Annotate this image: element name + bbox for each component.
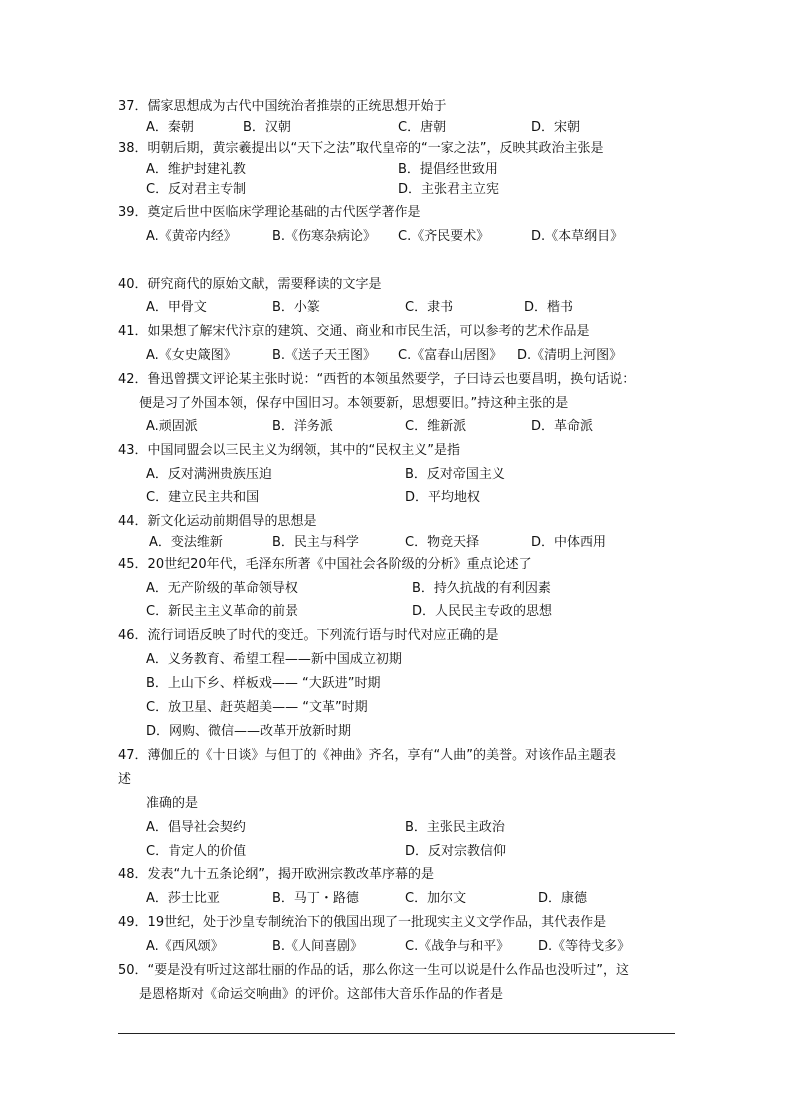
question-44-option-d: D．中体西用 [531,535,607,550]
question-49-option-a: A.《西风颂》 [146,939,224,954]
question-40-stem: 40．研究商代的原始文献，需要释读的文字是 [118,277,382,292]
question-49-option-c: C.《战争与和平》 [405,939,510,954]
question-47-option-d: D．反对宗教信仰 [405,844,507,859]
question-44-option-b: B．民主与科学 [272,535,359,550]
question-42-option-c: C．维新派 [405,419,467,434]
question-39-option-c: C.《齐民要术》 [398,229,490,244]
question-43-option-a: A．反对满洲贵族压迫 [146,467,272,482]
question-40-option-b: B．小篆 [272,300,320,315]
question-37-option-c: C．唐朝 [398,120,447,135]
question-42-option-d: D．革命派 [531,419,594,434]
question-39-option-d: D.《本草纲目》 [531,229,624,244]
question-44-option-a: A．变法维新 [149,535,223,550]
question-37-option-d: D．宋朝 [531,120,581,135]
question-48-option-a: A．莎士比亚 [146,891,220,906]
question-43-stem: 43．中国同盟会以三民主义为纲领，其中的“民权主义”是指 [118,443,461,458]
question-50-stem: 50．“要是没有听过这部壮丽的作品的话，那么你这一生可以说是什么作品也没听过”，这 [118,963,630,978]
question-46-option-a: A．义务教育、希望工程——新中国成立初期 [146,652,402,667]
question-40-option-a: A．甲骨文 [146,300,207,315]
question-46-option-b: B．上山下乡、样板戏—— “大跃进”时期 [146,676,381,691]
question-44-stem: 44．新文化运动前期倡导的思想是 [118,514,317,529]
question-38-option-a: A．维护封建礼教 [146,162,246,177]
question-41-option-a: A.《女史箴图》 [146,348,237,363]
question-41-option-d: D.《清明上河图》 [517,348,623,363]
question-37-stem: 37．儒家思想成为古代中国统治者推崇的正统思想开始于 [118,99,447,114]
question-49-stem: 49．19世纪，处于沙皇专制统治下的俄国出现了一批现实主义文学作品，其代表作是 [118,915,607,930]
question-45-option-b: B．持久抗战的有利因素 [412,581,551,596]
question-49-option-d: D.《等待戈多》 [538,939,631,954]
question-45-stem: 45．20世纪20年代，毛泽东所著《中国社会各阶级的分析》重点论述了 [118,557,532,572]
question-46-stem: 46．流行词语反映了时代的变迁。下列流行语与时代对应正确的是 [118,628,499,643]
question-47-option-a: A．倡导社会契约 [146,820,246,835]
question-42-option-b: B．洋务派 [272,419,333,434]
question-39-option-b: B.《伤寒杂病论》 [272,229,377,244]
question-39-stem: 39．奠定后世中医临床学理论基础的古代医学著作是 [118,205,421,220]
question-40-option-d: D．楷书 [524,300,574,315]
question-42-option-a: A.顽固派 [146,419,198,434]
question-45-option-a: A．无产阶级的革命领导权 [146,581,298,596]
question-47-option-c: C．肯定人的价值 [146,844,247,859]
question-38-option-c: C．反对君主专制 [146,182,247,197]
question-50-stem-continued: 是恩格斯对《命运交响曲》的评价。这部伟大音乐作品的作者是 [139,987,504,1002]
question-41-stem: 41．如果想了解宋代汴京的建筑、交通、商业和市民生活，可以参考的艺术作品是 [118,324,590,339]
question-45-option-d: D．人民民主专政的思想 [412,604,553,619]
question-41-option-b: B.《送子天王图》 [272,348,377,363]
question-48-option-b: B．马丁・路德 [272,891,359,906]
question-42-stem: 42．鲁迅曾撰文评论某主张时说：“西哲的本领虽然要学，子曰诗云也要昌明，换句话说： [118,372,636,387]
question-48-option-d: D．康德 [538,891,588,906]
question-48-stem: 48．发表“九十五条论纲”，揭开欧洲宗教改革序幕的是 [118,867,435,882]
question-43-option-d: D．平均地权 [405,490,481,505]
question-47-stem: 47．薄伽丘的《十日谈》与但丁的《神曲》齐名，享有“人曲”的美誉。对该作品主题表 [118,748,617,763]
question-41-option-c: C.《富春山居图》 [398,348,503,363]
question-38-option-b: B．提倡经世致用 [398,162,498,177]
question-38-option-d: D．主张君主立宪 [398,182,500,197]
question-47-option-b: B．主张民主政治 [405,820,505,835]
question-48-option-c: C．加尔文 [405,891,467,906]
question-43-option-b: B．反对帝国主义 [405,467,505,482]
question-43-option-c: C．建立民主共和国 [146,490,260,505]
question-40-option-c: C．隶书 [405,300,454,315]
question-44-option-c: C．物竞天择 [405,535,480,550]
question-49-option-b: B.《人间喜剧》 [272,939,364,954]
question-37-option-b: B．汉朝 [243,120,291,135]
question-37-option-a: A．秦朝 [146,120,194,135]
question-42-stem-continued: 便是习了外国本领，保存中国旧习。本领要新，思想要旧。”持这种主张的是 [139,396,569,411]
question-46-option-d: D．网购、微信——改革开放新时期 [146,724,352,739]
question-45-option-c: C．新民主主义革命的前景 [146,604,299,619]
question-39-option-a: A.《黄帝内经》 [146,229,237,244]
footer-divider [118,1033,675,1034]
question-47-stem-continued: 准确的是 [146,796,199,811]
question-47-stem-wrap: 述 [118,772,132,787]
question-46-option-c: C．放卫星、赶英超美—— “文革”时期 [146,700,368,715]
question-38-stem: 38．明朝后期，黄宗羲提出以“天下之法”取代皇帝的“一家之法”，反映其政治主张是 [118,141,604,156]
